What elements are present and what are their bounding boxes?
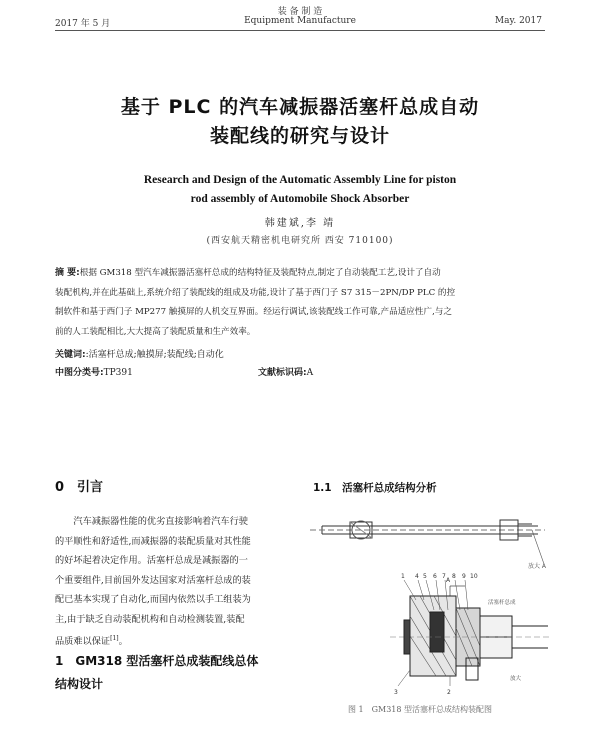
detail-label: 放大 A	[528, 563, 547, 570]
section-0-heading: 0 引言	[55, 480, 104, 495]
classification-value: TP391	[103, 368, 133, 378]
header-rule	[55, 30, 545, 31]
section-1-1-heading: 1.1 活塞杆总成结构分析	[313, 482, 437, 494]
title-cn-line2: 装配线的研究与设计	[209, 125, 390, 147]
figure-1-caption: 图 1 GM318 型活塞杆总成结构装配图	[348, 705, 493, 714]
keywords	[55, 347, 224, 360]
keywords-label: 关键词:	[55, 350, 86, 360]
authors: 韩建斌,李 靖	[264, 218, 336, 229]
section-0-line7-end: 。	[118, 636, 128, 648]
issue-date-en: May. 2017	[494, 16, 542, 26]
classification-label: 中图分类号:	[55, 368, 104, 378]
issue-date-cn: 2017 年 5 月	[55, 19, 111, 29]
classification	[55, 365, 133, 378]
abstract-line3: 制软件和基于西门子 MP277 触摸屏的人机交互界面。经运行调试,该装配线工作可靠,产品适应性广,与之	[55, 307, 452, 317]
part-number-4: 4	[415, 573, 419, 580]
journal-name-cn: 装 备 制 造	[277, 7, 323, 17]
part-label: 活塞杆总成	[488, 600, 516, 606]
piston-rod	[310, 520, 545, 564]
section-0-body	[55, 512, 285, 652]
section-0-line3: 的好坏起着决定作用。活塞杆总成是减振器的一	[55, 555, 248, 566]
section-0-line1: 汽车减振器性能的优劣直接影响着汽车行驶	[73, 516, 248, 527]
title-cn-line1: 基于 PLC 的汽车减振器活塞杆总成自动	[120, 96, 480, 118]
detail-view	[390, 586, 550, 680]
abstract-label: 摘 要:	[55, 268, 80, 278]
abstract-line1: 根据 GM318 型汽车减振器活塞杆总成的结构特征及装配特点,制定了自动装配工艺,设计了自动	[79, 268, 441, 278]
journal-name-en: Equipment Manufacture	[244, 16, 356, 26]
abstract-line2: 装配机构,并在此基础上,系统介绍了装配线的组成及功能,设计了基于西门子 S7 315－2PN/DP PLC 的控	[55, 287, 456, 298]
section-mark-a: A	[446, 577, 451, 584]
abstract-line4: 前的人工装配相比,大大提高了装配质量和生产效率。	[55, 326, 256, 337]
section-0-line2: 的平顺性和舒适性,而减振器的装配质量对其性能	[55, 535, 251, 547]
section-0-line5: 配已基本实现了自动化,而国内依然以手工组装为	[55, 594, 251, 605]
document-code	[258, 365, 313, 378]
section-0-line7-text: 品质难以保证	[55, 636, 111, 648]
section-1-heading-line2: 结构设计	[55, 677, 104, 691]
part-number-1: 1	[401, 573, 405, 580]
part-number-7: 7	[442, 573, 446, 580]
citation-1[interactable]: [1]	[110, 635, 119, 642]
title-en-line1: Research and Design of the Automatic Assembly Line for piston	[143, 174, 457, 186]
part-number-10: 10	[470, 573, 478, 580]
keywords-text: :活塞杆总成;触摸屏;装配线;自动化	[85, 350, 224, 360]
part-number-6: 6	[433, 573, 437, 580]
detail-label-2: 放大	[510, 676, 522, 682]
section-0-line4: 个重要组件,目前国外发达国家对活塞杆总成的装	[55, 574, 251, 586]
affiliation: (西安航天精密机电研究所 西安 710100)	[206, 236, 394, 246]
document-code-value: A	[306, 368, 314, 378]
section-0-line7	[55, 629, 285, 652]
section-1-heading-line1: 1 GM318 型活塞杆总成装配线总体	[55, 654, 259, 668]
section-0-line6: 主,由于缺乏自动装配机构和自动检测装置,装配	[55, 613, 245, 625]
abstract	[55, 264, 547, 342]
part-number-5: 5	[423, 573, 427, 580]
part-number-3: 3	[394, 689, 398, 696]
part-number-2: 2	[447, 689, 451, 696]
part-number-9: 9	[462, 573, 466, 580]
document-code-label: 文献标识码:	[258, 368, 307, 378]
title-en-line2: rod assembly of Automobile Shock Absorber	[190, 193, 410, 205]
part-number-8: 8	[452, 573, 456, 580]
assembly-drawing	[300, 500, 550, 700]
